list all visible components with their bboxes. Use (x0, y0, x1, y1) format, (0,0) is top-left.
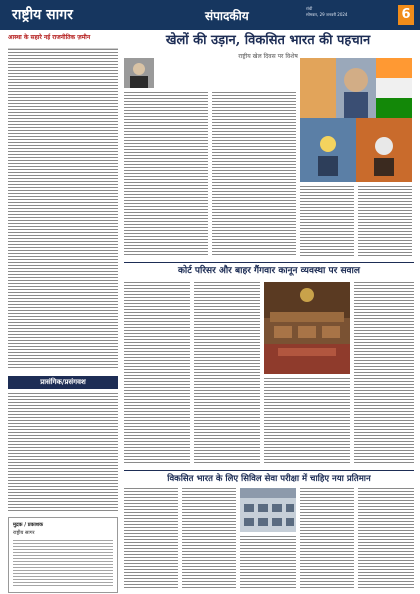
top-story-byline: राष्ट्रीय खेल दिवस पर विशेष (238, 53, 298, 60)
bottom-story-col-3 (240, 536, 296, 590)
sports-collage-image (300, 58, 412, 182)
issue-date: सोमवार, 29 जनवरी 2024 (306, 12, 348, 17)
sports-collage-illustration (300, 58, 412, 182)
issue-city: रांची (306, 6, 313, 11)
author-photo (124, 58, 154, 88)
middle-story-headline: कोर्ट परिसर और बाहर गैंगवार कानून व्यवस्था पर सवाल (124, 262, 414, 278)
page-number-badge: 6 (398, 5, 414, 25)
left-editorial-headline: आस्था के सहारे नई राजनीतिक ज़मीन (8, 34, 91, 41)
middle-story-col-3 (264, 378, 350, 464)
exam-hall-image (240, 488, 296, 532)
bottom-story-col-1 (124, 488, 178, 590)
masthead (0, 0, 420, 30)
imprint-label: मुद्रक / प्रकाशक (13, 522, 44, 528)
middle-story (124, 262, 414, 467)
top-story-col-3 (300, 186, 354, 257)
imprint-box (8, 517, 118, 593)
top-story-col-2 (212, 92, 296, 257)
top-story-headline: खेलों की उड़ान, विकसित भारत की पहचान (165, 33, 371, 48)
bottom-story (124, 470, 414, 592)
issue-meta (306, 6, 347, 18)
courtroom-image (264, 282, 350, 374)
exam-hall-illustration (240, 488, 296, 532)
left-editorial (8, 34, 118, 369)
imprint-value: राष्ट्रीय सागर (13, 530, 35, 536)
bottom-story-headline: विकसित भारत के लिए सिविल सेवा परीक्षा में चाहिए नया प्रतिमान (124, 470, 414, 485)
middle-story-col-4 (354, 282, 414, 464)
author-portrait-icon (124, 58, 154, 88)
courtroom-illustration (264, 282, 350, 374)
top-story (124, 32, 412, 260)
brand-title: राष्ट्रीय सागर (12, 7, 73, 23)
left-lower-heading: प्रासंगिक/प्रसंगवश (8, 376, 118, 389)
bottom-story-col-5 (358, 488, 414, 590)
left-lower-box (8, 376, 118, 590)
left-lower-body (8, 393, 118, 511)
imprint-lines (13, 540, 113, 586)
section-title: संपादकीय (205, 9, 249, 23)
bottom-story-col-2 (182, 488, 236, 590)
top-story-col-1 (124, 92, 208, 257)
middle-story-col-2 (194, 282, 260, 464)
left-editorial-body (8, 48, 118, 369)
bottom-story-col-4 (300, 488, 354, 590)
middle-story-col-1 (124, 282, 190, 464)
top-story-col-4 (358, 186, 412, 257)
